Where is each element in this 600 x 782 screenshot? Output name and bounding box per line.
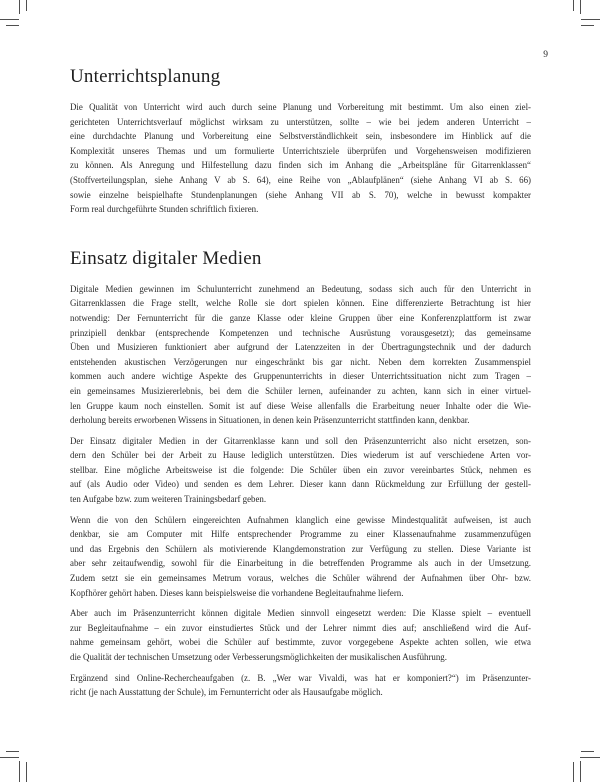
text-line: stellbar. Eine mögliche Arbeitsweise ist die folgende: Die Schüler üben ein zuvor vereinbartes Stück, nehmen es <box>70 464 531 475</box>
text-line: Ergänzend sind Online-Rechercheaufgaben (z. B. „Wer war Vivaldi, was hat er komponiert?“) im Präsenzunter- <box>70 672 531 683</box>
text-line: gerichteten Unterrichtsverlauf möglichst wirksam zu unterstützen, sollte – wie bei jedem anderen Unterricht – <box>70 116 531 127</box>
crop-mark <box>580 0 581 14</box>
paragraph <box>70 282 531 428</box>
text-line: Gitarrenklassen die Frage stellt, welche Rolle sie dort spielen können. Eine differenzierte Betrachtung ist hier <box>70 298 531 309</box>
crop-mark <box>6 25 19 26</box>
crop-mark <box>19 0 20 14</box>
text-line: entstehenden akustischen Verzögerungen nur eingeschränkt bis gar nicht. Neben dem korrekten Zusammenspiel <box>70 356 531 367</box>
text-line: (Stoffverteilungsplan, siehe Anhang V ab S. 64), eine Reihe von „Ablaufplänen“ (siehe Anhang VI ab S. 66) <box>70 174 531 185</box>
crop-mark <box>26 0 27 11</box>
crop-mark <box>580 757 600 758</box>
text-line: aber sehr zeitaufwendig, sowohl für die Einarbeitung in die betreffenden Programme als auch in der Umsetzung. <box>70 558 531 569</box>
paragraph <box>70 671 531 700</box>
content <box>70 65 531 706</box>
crop-mark <box>6 751 19 752</box>
text-line: die Qualität der technischen Umsetzung oder Verbesserungsmöglichkeiten der musikalischen Ausführung. <box>70 652 447 662</box>
crop-mark <box>581 751 594 752</box>
crop-mark <box>19 761 20 782</box>
text-line: Aber auch im Präsenzunterricht können digitale Medien sinnvoll eingesetzt werden: Die Klasse spielt – eventuell <box>70 608 531 619</box>
crop-mark <box>581 25 594 26</box>
text-line: dern den Schüler bei der Arbeit zu Hause lediglich unterstützen. Dies wiederum ist auf verschiedene Arten vor- <box>70 450 531 461</box>
text-line: zu können. Als Anregung und Hilfestellung dazu finden sich im Anhang die „Arbeitspläne für Gitarrenklassen“ <box>70 160 531 171</box>
text-line: richt (je nach Ausstattung der Schule), im Fernunterricht oder als Hausaufgabe möglich. <box>70 687 383 698</box>
crop-mark <box>581 19 600 20</box>
crop-mark <box>580 761 581 782</box>
text-line: Üben und Musizieren funktioniert aber aufgrund der Latenzzeiten in der Übertragungstechnik und der dadurch <box>70 342 531 353</box>
text-line: ten Aufgabe bzw. zum weiteren Trainingsbedarf geben. <box>70 494 267 505</box>
section-heading: Einsatz digitaler Medien <box>70 247 262 269</box>
text-line: denkbar, sie am Computer mit Hilfe entsprechender Programme zu einer Klassenaufnahme zusammenzufügen <box>70 529 531 540</box>
text-line: Wenn die von den Schülern eingereichten Aufnahmen klanglich eine gewisse Mindestqualität aufweisen, ist auch <box>70 514 531 525</box>
text-line: Komplexität unseres Themas und um formulierte Unterrichtsziele überprüfen und Vorgehensweisen modifizieren <box>70 145 531 156</box>
text-line: Kopfhörer gehört haben. Dieses kann beispielsweise die vorhandene Begleitaufnahme liefern. <box>70 587 404 598</box>
page-number: 9 <box>543 50 548 60</box>
text-line: nahme gemeinsam gehört, wobei die Schüler auf bestimmte, zuvor vorgegebene Aspekte achten sollen, wie etwa <box>70 637 531 648</box>
text-line: notwendig: Der Fernunterricht für die ganze Klasse oder kleine Gruppen über eine Konferenzplattform ist zwar <box>70 312 531 323</box>
paragraph <box>70 100 531 217</box>
text-line: prinzipiell denkbar (entsprechende Kompetenzen und technische Ausrüstung vorausgesetzt); das gemeinsame <box>70 327 531 338</box>
text-line: Die Qualität von Unterricht wird auch durch seine Planung und Vorbereitung mit bestimmt. Um also einen ziel- <box>70 102 531 112</box>
text-line: kommen auch andere wichtige Aspekte des Gruppenunterrichts in dieser Unterrichtssituation nicht zum Tragen – <box>70 371 531 382</box>
paragraph <box>70 513 531 601</box>
text-line: len Gruppe kaum noch einstellen. Somit ist auf diese Weise allenfalls die Erarbeitung neuer Inhalte oder die Wie- <box>70 400 531 411</box>
text-line: Zudem setzt sie ein gemeinsames Metrum voraus, welches die Schüler während der Aufnahmen über Ohr- bzw. <box>70 573 531 584</box>
text-line: und das Ergebnis den Schülern als motivierende Klangdemonstration zur Verfügung zu stellen. Diese Variante ist <box>70 543 531 554</box>
text-line: derholung bereits erworbenen Wissens in Situationen, in denen kein Präsenzunterricht stattfinden kann, denkbar. <box>70 415 470 426</box>
text-line: eine durchdachte Planung und Vorbereitung eine Selbstverständlichkeit sein, insbesondere im Hinblick auf die <box>70 131 531 142</box>
text-line: Digitale Medien gewinnen im Schulunterricht zunehmend an Bedeutung, sodass sich auch für den Unterricht in <box>70 283 531 294</box>
crop-mark <box>573 762 574 782</box>
crop-mark <box>0 757 19 758</box>
paragraph <box>70 606 531 664</box>
crop-mark <box>0 19 19 20</box>
text-line: zur Begleitaufnahme – ein zuvor einstudiertes Stück und der Lehrer nimmt dies auf; anschließend wird die Auf- <box>70 622 531 633</box>
text-line: ein gemeinsames Musiziererlebnis, bei dem die Schüler lernen, aufeinander zu achten, kann sich in einer virtuel- <box>70 385 531 396</box>
text-line: auf (als Audio oder Video) und senden es dem Lehrer. Dieser kann dann Rückmeldung zur Erfüllung der gestell- <box>70 479 531 490</box>
text-line: Form real durchgeführte Stunden schriftlich fixieren. <box>70 204 259 215</box>
text-line: Der Einsatz digitaler Medien in der Gitarrenklasse kann und soll den Präsenzunterricht also nicht ersetzen, son- <box>70 435 531 446</box>
paragraph <box>70 434 531 507</box>
crop-mark <box>573 0 574 11</box>
crop-mark <box>26 762 27 782</box>
text-line: sowie einzelne beispielhafte Stundenplanungen (siehe Anhang VII ab S. 70), welche in bewusst kompakter <box>70 189 531 200</box>
section-heading: Unterrichtsplanung <box>70 66 221 87</box>
